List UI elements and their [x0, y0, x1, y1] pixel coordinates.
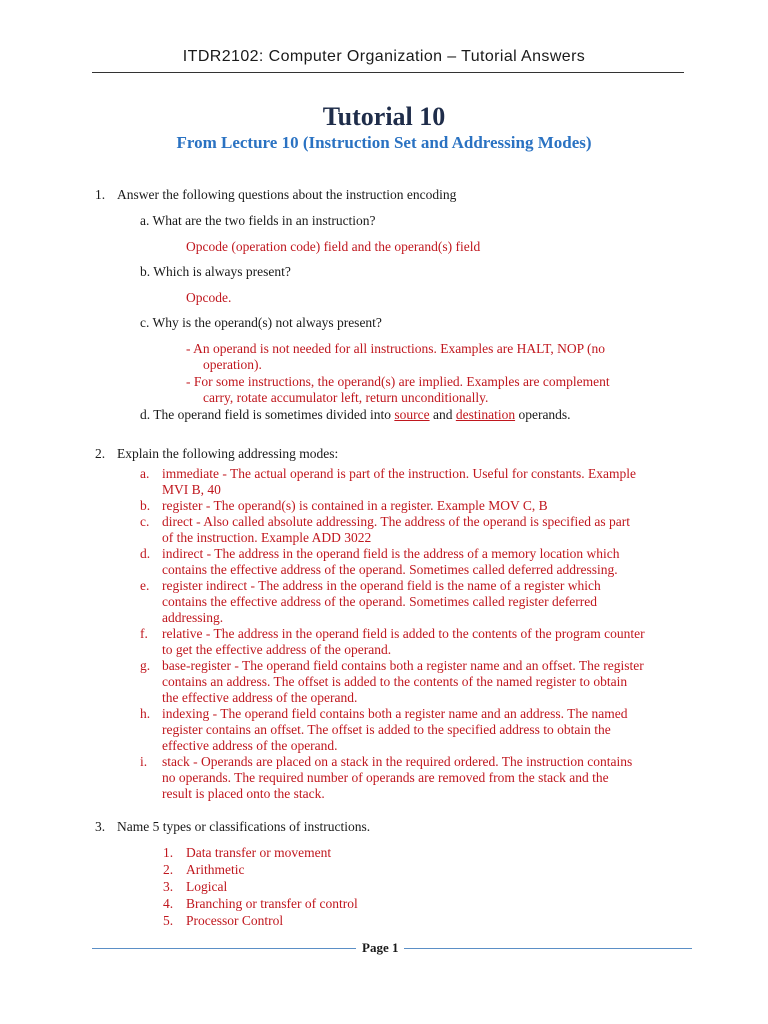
- q2-text: Explain the following addressing modes:: [117, 446, 339, 461]
- addressing-mode-letter: h.: [140, 706, 151, 721]
- instruction-type-item: Arithmetic: [186, 862, 245, 877]
- addressing-mode-line: effective address of the operand.: [162, 738, 338, 753]
- addressing-mode-letter: e.: [140, 578, 150, 593]
- addressing-mode-line: register - The operand(s) is contained in a register. Example MOV C, B: [162, 498, 548, 513]
- q1-text: Answer the following questions about the instruction encoding: [117, 187, 457, 202]
- q1c-answer-2-line1: - For some instructions, the operand(s) are implied. Examples are complement: [186, 374, 610, 389]
- q1c-answer-2-line2: carry, rotate accumulator left, return unconditionally.: [203, 390, 489, 405]
- page-subtitle: From Lecture 10 (Instruction Set and Addressing Modes): [176, 133, 592, 152]
- instruction-type-item: Branching or transfer of control: [186, 896, 358, 911]
- addressing-mode-line: the effective address of the operand.: [162, 690, 358, 705]
- addressing-mode-line: register contains an offset. The offset is added to the specified address to obtain the: [162, 722, 611, 737]
- addressing-mode-line: contains an address. The offset is added to the contents of the named register to obtain: [162, 674, 628, 689]
- q1b-answer: Opcode.: [186, 290, 232, 305]
- addressing-mode-letter: d.: [140, 546, 151, 561]
- q2-number: 2.: [95, 446, 106, 461]
- addressing-mode-line: contains the effective address of the operand. Sometimes called deferred addressing.: [162, 562, 618, 577]
- addressing-mode-line: addressing.: [162, 610, 224, 625]
- addressing-mode-letter: g.: [140, 658, 151, 673]
- instruction-type-number: 2.: [163, 862, 174, 877]
- instruction-type-item: Data transfer or movement: [186, 845, 332, 860]
- q1a-question: a. What are the two fields in an instruction?: [140, 213, 376, 228]
- header-rule: [92, 72, 684, 73]
- q3-text: Name 5 types or classifications of instructions.: [117, 819, 371, 834]
- q1d-source-word: source: [394, 407, 430, 422]
- addressing-mode-line: no operands. The required number of operands are removed from the stack and the: [162, 770, 609, 785]
- addressing-mode-line: of the instruction. Example ADD 3022: [162, 530, 372, 545]
- addressing-mode-line: immediate - The actual operand is part of the instruction. Useful for constants. Example: [162, 466, 636, 481]
- addressing-mode-line: indexing - The operand field contains both a register name and an address. The named: [162, 706, 628, 721]
- instruction-type-item: Logical: [186, 879, 228, 894]
- addressing-mode-line: indirect - The address in the operand field is the address of a memory location which: [162, 546, 620, 561]
- addressing-mode-line: result is placed onto the stack.: [162, 786, 325, 801]
- addressing-mode-line: MVI B, 40: [162, 482, 221, 497]
- q1c-answer-1-line2: operation).: [203, 357, 262, 372]
- instruction-type-number: 4.: [163, 896, 174, 911]
- addressing-mode-line: register indirect - The address in the operand field is the name of a register which: [162, 578, 601, 593]
- addressing-mode-line: relative - The address in the operand field is added to the contents of the program counter: [162, 626, 645, 641]
- q1b-question: b. Which is always present?: [140, 264, 291, 279]
- q1d-statement: [140, 407, 571, 423]
- instruction-type-number: 3.: [163, 879, 174, 894]
- addressing-mode-line: direct - Also called absolute addressing. The address of the operand is specified as part: [162, 514, 630, 529]
- q3-number: 3.: [95, 819, 106, 834]
- addressing-mode-line: to get the effective address of the operand.: [162, 642, 392, 657]
- addressing-mode-letter: i.: [140, 754, 148, 769]
- q1d-text-pre: d. The operand field is sometimes divided into: [140, 407, 395, 422]
- instruction-type-number: 5.: [163, 913, 174, 928]
- q1c-question: c. Why is the operand(s) not always present?: [140, 315, 382, 330]
- addressing-mode-line: stack - Operands are placed on a stack in the required ordered. The instruction contains: [162, 754, 633, 769]
- page-title: Tutorial 10: [322, 102, 446, 131]
- running-header: ITDR2102: Computer Organization – Tutorial Answers: [182, 48, 586, 65]
- q1d-text-post: operands.: [515, 407, 571, 422]
- q1d-destination-word: destination: [455, 407, 516, 422]
- q1a-answer: Opcode (operation code) field and the operand(s) field: [186, 239, 481, 254]
- addressing-mode-letter: b.: [140, 498, 151, 513]
- addressing-mode-letter: c.: [140, 514, 150, 529]
- q1d-text-and: and: [429, 407, 456, 422]
- addressing-mode-letter: a.: [140, 466, 150, 481]
- q1c-answer-1-line1: - An operand is not needed for all instructions. Examples are HALT, NOP (no: [186, 341, 606, 356]
- addressing-mode-letter: f.: [140, 626, 148, 641]
- addressing-mode-line: base-register - The operand field contains both a register name and an offset. The register: [162, 658, 644, 673]
- page-number: Page 1: [356, 940, 404, 956]
- instruction-type-item: Processor Control: [186, 913, 284, 928]
- instruction-type-number: 1.: [163, 845, 174, 860]
- addressing-mode-line: contains the effective address of the operand. Sometimes called register deferred: [162, 594, 597, 609]
- q1-number: 1.: [95, 187, 106, 202]
